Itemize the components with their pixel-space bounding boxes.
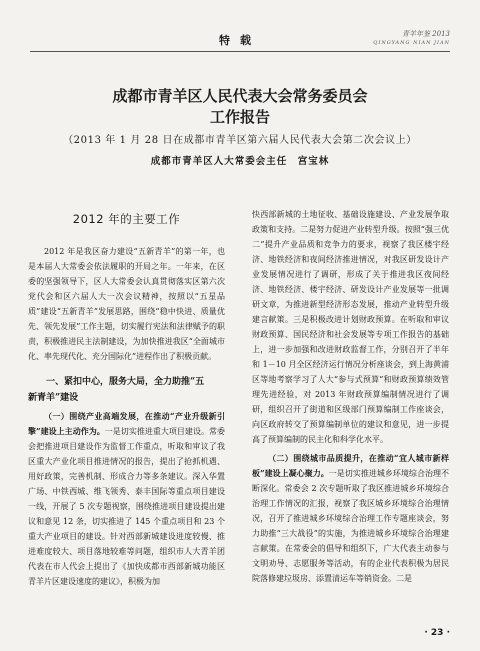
header-rule — [30, 51, 450, 52]
right-column — [252, 207, 449, 586]
report-title-line1: 成都市青羊区人民代表大会常务委员会 — [112, 87, 368, 105]
item-one-body: 一是切实推进重大项目建设。常委会把推进项目建设作为监督工作重点，听取和审议了我区重大产业化项目推进情况的报告，提出了抢抓机遇、用好政策，完善机制、形成合力等多条建议。深入华置广场、中铁西城、维飞领秀、泰丰国际等重点项目建设一线，开展了 5 次专题视察，围绕推进项目建设提出建议和意见 12 条，切实推进了 145 个重点项目和 23 个重大产业项目的建设。针对西部新城建设进度较慢、推进难度较大、项目落地较难等问题，组织市人大青羊团代表在市人代会上提出了《加快成都市西部新城功能区青羊片区建设速度的建议》，积极为加 — [28, 427, 225, 586]
author-line: 成都市青羊区人大常委会主任 宫宝林 — [150, 156, 330, 167]
left-column — [28, 212, 225, 589]
item-two-body: 一是切实推进城乡环境综合治理不断深化。常委会 2 次专题听取了我区推进城乡环境综合治理工作情况的汇报，视察了我区城乡环境综合治理情况，召开了推进城乡环境综合治理工作专题座谈会，努力助推“三大战役”的实施，为推进城乡环境综合治理建言献策。在常委会的倡导和组织下，广大代表主动参与文明劝导、志愿服务等活动，有的企业代表积极为居民院落修建垃圾房、添置清运车等销资金。二是 — [252, 469, 449, 583]
report-title-line2: 工作报告 — [209, 108, 270, 126]
intro-paragraph: 2012 年是我区奋力建设“五新青羊”的第一年，也是本届人大常委会依法履职的开局之年。一年来，在区委的坚强领导下，区人大常委会认真贯彻落实区第六次党代会和区六届人大一次会议精神，按照以“五星品质”建设“五新青羊”发展思路，围绕“稳中快进、质量优先、领先发展”工作主题，切实履行宪法和法律赋予的职责，积极推进民主法制建设，为加快推进我区“全面城市化、率先现代化、充分国际化”进程作出了积极贡献。 — [28, 247, 225, 361]
section-heading: 2012 年的主要工作 — [72, 212, 181, 226]
meeting-info: （2013 年 1 月 28 日在成都市青羊区第六届人民代表大会第二次会议上） — [63, 135, 417, 146]
item-one-paragraph — [28, 409, 225, 589]
subheading-one — [28, 374, 225, 406]
item-two-paragraph — [252, 451, 449, 586]
journal-name-cn: 青羊年鉴 2013 — [401, 30, 450, 38]
running-header — [30, 30, 450, 52]
item-two-heading: （二）围绕城市品质提升，在推动“宜人城市新样板”建设上凝心聚力。 — [252, 453, 449, 478]
journal-name-en: QINGYANG NIAN JIAN — [373, 40, 450, 46]
subheading-one-line2: 新青羊”建设 — [28, 393, 79, 403]
report-title — [30, 86, 450, 128]
section-label: 特载 — [219, 34, 261, 47]
continued-paragraph: 快西部新城的土地征收、基础设施建设、产业发展争取政策和支持。二是努力促进产业转型升级。按照“强三优二”提升产业品质和竞争力的要求，视察了我区楼宇经济、地铁经济和夜间经济推进情况，对我区研发设计产业发展情况进行了调研，形成了关于推进我区夜间经济、地铁经济、楼宇经济、研发设计产业发展等一批调研文章，为推进新型经济形态发展，推动产业转型升级建言献策。三是积极改进计划财政预算。在听取和审议财政预算、国民经济和社会发展等专项工作报告的基础上，进一步加强和改进财政监督工作，分别召开了半年和 1－10 月全区经济运行情况分析座谈会，到上海黄浦区等地考察学习了人大“参与式预算”和财政预算绩效管理先进经验，对 2013 年财政预算编制情况进行了调研，组织召开了街道和区级部门预算编制工作座谈会，向区政府转交了预算编制单位的建议和意见，进一步提高了预算编制的民主化和科学化水平。 — [252, 210, 449, 444]
subheading-one-line1: 一、紧扣中心，服务大局，全力助推“五 — [46, 377, 205, 387]
journal-name — [373, 30, 450, 48]
item-one-heading: （一）围绕产业高端发展，在推动“产业升级新引擎”建设上主动作为。 — [28, 411, 225, 436]
page-number: · 23 · — [424, 628, 450, 638]
